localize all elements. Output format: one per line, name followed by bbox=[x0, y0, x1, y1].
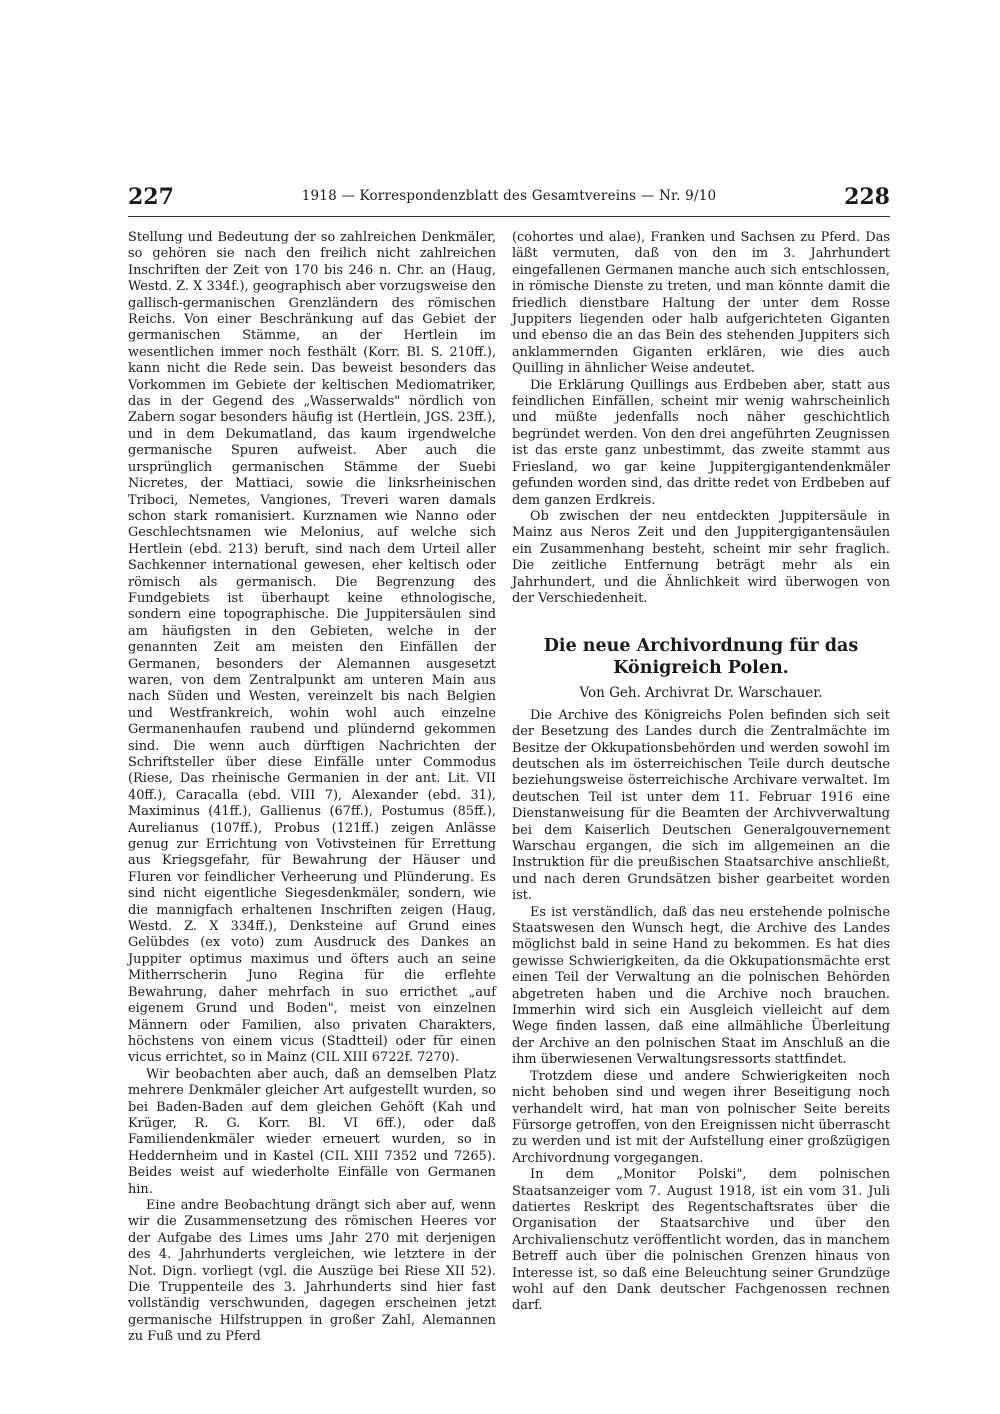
paragraph: Ob zwischen der neu entdeckten Juppitersäule in Mainz aus Neros Zeit und den Juppitergigantensäulen ein Zusammenhang besteht, scheint mir sehr fraglich. Die zeitliche Entfernung beträgt mehr als ein Jahrhundert, und die Ähnlichkeit wird überwogen von der Verschiedenheit. bbox=[512, 508, 890, 606]
paragraph: Die Archive des Königreichs Polen befinden sich seit der Besetzung des Landes durch die Zentralmächte im Besitze der Okkupationsbehörden und werden sowohl im deutschen als im österreichischen Teile durch deutsche beziehungsweise österreichische Archivare verwaltet. Im deutschen Teil ist unter dem 11. Februar 1916 eine Dienstanweisung für die Beamten der Archivverwaltung bei dem Kaiserlich Deutschen Generalgouvernement Warschau ergangen, die sich im allgemeinen an die Instruktion für die preußischen Staatsarchive anschließt, und nach deren Grundsätzen bisher gearbeitet worden ist. bbox=[512, 707, 890, 904]
left-column bbox=[128, 230, 496, 1346]
paragraph: Wir beobachten aber auch, daß an demselben Platz mehrere Denkmäler gleicher Art aufgestellt wurden, so bei Baden-Baden auf dem gleichen Gehöft (Kah und Krüger, R. G. Korr. Bl. VI 6ff.), oder daß Familiendenkmäler wieder erneuert wurden, so in Heddernheim und in Kastel (CIL XIII 7352 und 7265). Beides weist auf wiederholte Einfälle von Germanen hin. bbox=[128, 1066, 496, 1197]
page-header bbox=[128, 184, 890, 214]
paragraph: Die Erklärung Quillings aus Erdbeben aber, statt aus feindlichen Einfällen, scheint mir wenig wahrscheinlich und müßte jedenfalls noch näher geschichtlich begründet werden. Von den drei angeführten Zeugnissen ist das erste ganz unbestimmt, das zweite stammt aus Friesland, wo gar keine Juppitergigantendenkmäler gefunden worden sind, das dritte redet von Erdbeben auf dem ganzen Erdkreis. bbox=[512, 377, 890, 508]
page-number-right: 228 bbox=[844, 184, 890, 210]
paragraph: Stellung und Bedeutung der so zahlreichen Denkmäler, so gehören sie nach den freilich nicht zahlreichen Inschriften der Zeit von 170 bis 246 n. Chr. an (Haug, Westd. Z. X 334f.), geographisch aber vorzugsweise den gallisch-germanischen Grenzländern des römischen Reichs. Von einer Beschränkung auf das Gebiet der germanischen Stämme, an der Hertlein im wesentlichen immer noch festhält (Korr. Bl. S. 210ff.), kann nicht die Rede sein. Das beweist besonders das Vorkommen im Gebiete der keltischen Mediomatriker, das in der Gegend des „Wasserwalds" nördlich von Zabern sogar besonders häufig ist (Hertlein, JGS. 23ff.), und in dem Dekumatland, das kaum irgendwelche germanische Spuren aufweist. Aber auch die ursprünglich germanischen Stämme der Suebi Nicretes, der Mattiaci, sowie die linksrheinischen Triboci, Nemetes, Vangiones, Treveri waren damals schon stark romanisiert. Kurznamen wie Nanno oder Geschlechtsnamen wie Melonius, auf welche sich Hertlein (ebd. 213) beruft, sind nach dem Urteil aller Sachkenner international gewesen, eher keltisch oder römisch als germanisch. Die Begrenzung des Fundgebiets ist überhaupt keine ethnologische, sondern eine topographische. Die Juppitersäulen sind am häufigsten in den Gebieten, welche in der genannten Zeit am meisten den Einfällen der Germanen, besonders der Alemannen ausgesetzt waren, von dem Zentralpunkt am unteren Main aus nach Süden und Westen, vereinzelt bis nach Belgien und Westfrankreich, wohin wohl auch einzelne Germanenhaufen raubend und plündernd gekommen sind. Die wenn auch dürftigen Nachrichten der Schriftsteller über diese Einfälle unter Commodus (Riese, Das rheinische Germanien in der ant. Lit. VII 40ff.), Caracalla (ebd. VIII 7), Alexander (ebd. 31), Maximinus (41ff.), Gallienus (67ff.), Postumus (85ff.), Aurelianus (107ff.), Probus (121ff.) zeigen Anlässe genug zur Errichtung von Votivsteinen für Errettung aus Kriegsgefahr, für Bewahrung der Häuser und Fluren vor feindlicher Verheerung und Plünderung. Es sind nicht eigentliche Siegesdenkmäler, sondern, wie die mannigfach erhaltenen Inschriften zeigen (Haug, Westd. Z. X 334ff.), Denksteine auf Grund eines Gelübdes (ex voto) zum Ausdruck des Dankes an Juppiter optimus maximus und öfters auch an seine Mitherrscherin Juno Regina für die erflehte Bewahrung, daher mehrfach in suo erricthet „auf eigenem Grund und Boden", meist von einzelnen Männern oder Familien, also privaten Charakters, höchstens von einem vicus (Stadtteil) oder für einen vicus errichtet, so in Mainz (CIL XIII 6722f. 7270). bbox=[128, 230, 496, 1066]
paragraph: Es ist verständlich, daß das neu erstehende polnische Staatswesen den Wunsch hegt, die Archive des Landes möglichst bald in seine Hand zu bekommen. Es hat dies gewisse Schwierigkeiten, da die Okkupationsmächte erst einen Teil der Verwaltung an die polnischen Behörden abgetreten haben und die Archive noch brauchen. Immerhin wird sich ein Ausgleich vielleicht auf dem Wege finden lassen, daß eine allmähliche Überleitung der Archive an den polnischen Staat im Anschluß an die ihm überwiesenen Verwaltungsressorts stattfindet. bbox=[512, 904, 890, 1068]
running-title: 1918 — Korrespondenzblatt des Gesamtvereins — Nr. 9/10 bbox=[301, 188, 717, 204]
paragraph: Eine andre Beobachtung drängt sich aber auf, wenn wir die Zusammensetzung des römischen Heeres vor der Aufgabe des Limes ums Jahr 270 mit derjenigen des 4. Jahrhunderts vergleichen, wie letztere in der Not. Dign. vorliegt (vgl. die Auszüge bei Riese XII 52). Die Truppenteile des 3. Jahrhunderts sind hier fast vollständig verschwunden, dagegen erscheinen jetzt germanische Hilfstruppen in großer Zahl, Alemannen zu Fuß und zu Pferd bbox=[128, 1197, 496, 1345]
article-byline: Von Geh. Archivrat Dr. Warschauer. bbox=[579, 685, 823, 702]
page-number-left: 227 bbox=[128, 184, 174, 210]
paragraph: In dem „Monitor Polski", dem polnischen Staatsanzeiger vom 7. August 1918, ist ein vom 31. Juli datiertes Reskript des Regentschaftsrates über die Organisation der Staatsarchive und über den Archivalienschutz veröffentlicht worden, das in manchem Betreff auch über die polnischen Grenzen hinaus von Interesse ist, so daß eine Beleuchtung seiner Grundzüge wohl auf den Dank deutscher Fachgenossen rechnen darf. bbox=[512, 1167, 890, 1314]
article-title: Die neue Archivordnung für das Königreich Polen. bbox=[543, 636, 859, 679]
right-column bbox=[512, 230, 890, 1315]
paragraph: (cohortes und alae), Franken und Sachsen zu Pferd. Das läßt vermuten, daß von den im 3. Jahrhundert eingefallenen Germanen manche auch sich entschlossen, in römische Dienste zu treten, und man könnte damit die friedlich dienstbare Haltung der unter dem Rosse Juppiters liegenden oder halb aufgerichteten Giganten und ebenso die an das Bein des stehenden Juppiters sich anklammernden Giganten erklären, wie dies auch Quilling in ähnlicher Weise andeutet. bbox=[512, 230, 890, 377]
header-rule bbox=[128, 216, 890, 217]
paragraph: Trotzdem diese und andere Schwierigkeiten noch nicht behoben sind und wegen ihrer Beseitigung noch verhandelt wird, hat man von polnischer Seite bereits Fürsorge getroffen, von den Ereignissen nicht überrascht zu werden und ist mit der Aufstellung einer großzügigen Archivordnung vorgegangen. bbox=[512, 1068, 890, 1166]
